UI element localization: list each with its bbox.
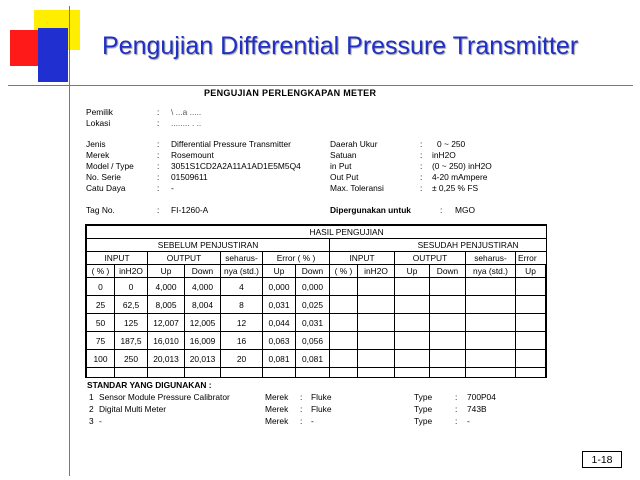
page-number: 1-18 <box>582 451 622 468</box>
cell <box>330 350 358 368</box>
standard-type: - <box>467 416 470 426</box>
decor-vertical-line <box>69 6 70 476</box>
cell: 125 <box>115 314 148 332</box>
cell: 20 <box>221 350 263 368</box>
cell <box>395 314 430 332</box>
decor-square-blue <box>38 28 68 82</box>
lokasi-value: ........ . .. <box>171 118 202 128</box>
document-title: PENGUJIAN PERLENGKAPAN METER <box>204 88 377 98</box>
col-header: inH2O <box>358 265 395 278</box>
cell <box>430 296 466 314</box>
slide-title: Pengujian Differential Pressure Transmitter <box>102 32 579 60</box>
cell <box>330 314 358 332</box>
cell: 100 <box>87 350 115 368</box>
cell: 250 <box>115 350 148 368</box>
field-label-catu-daya: Catu Daya <box>86 183 126 193</box>
table-row <box>87 350 548 368</box>
standard-no: 3 <box>89 416 94 426</box>
cell: 0 <box>87 278 115 296</box>
standard-type: 743B <box>467 404 487 414</box>
table-row <box>87 296 548 314</box>
cell: 4,000 <box>185 278 221 296</box>
col-header: Down <box>296 265 330 278</box>
colon: : <box>455 404 458 414</box>
cell: 187,5 <box>115 332 148 350</box>
cell <box>358 332 395 350</box>
cell: 0,063 <box>263 332 296 350</box>
field-value-daerah-ukur: 0 ~ 250 <box>437 139 466 149</box>
cell <box>546 332 548 350</box>
colon: : <box>300 392 303 402</box>
table-row <box>87 332 548 350</box>
tag-label: Tag No. <box>86 205 115 215</box>
cell: 0,081 <box>296 350 330 368</box>
standard-merek: Fluke <box>311 392 332 402</box>
cell <box>516 332 546 350</box>
field-value-merek: Rosemount <box>171 150 214 160</box>
colon: : <box>157 107 160 117</box>
col-header: Up <box>395 265 430 278</box>
cell <box>546 350 548 368</box>
cell: 0,031 <box>296 314 330 332</box>
field-value-serie: 01509611 <box>171 172 208 182</box>
cell <box>466 314 516 332</box>
input-header: INPUT <box>87 252 148 265</box>
standard-no: 1 <box>89 392 94 402</box>
colon: : <box>300 404 303 414</box>
table-row <box>87 314 548 332</box>
cell <box>358 350 395 368</box>
colon: : <box>157 172 160 182</box>
cell: 8,005 <box>148 296 185 314</box>
colon: : <box>420 161 423 171</box>
cell: 0,000 <box>263 278 296 296</box>
cell <box>358 314 395 332</box>
pemilik-value: \ ...a ..... <box>171 107 202 117</box>
colon: : <box>420 150 423 160</box>
cell: 0,031 <box>263 296 296 314</box>
field-label-serie: No. Serie <box>86 172 121 182</box>
cell: 75 <box>87 332 115 350</box>
seharusnya-header: seharus- <box>221 252 263 265</box>
col-header: Up <box>148 265 185 278</box>
cell: 50 <box>87 314 115 332</box>
standard-merek: - <box>311 416 314 426</box>
lokasi-label: Lokasi <box>86 118 111 128</box>
colon: : <box>157 118 160 128</box>
cell <box>466 350 516 368</box>
field-label-model: Model / Type <box>86 161 134 171</box>
col-header: ( % ) <box>330 265 358 278</box>
decor-horizontal-line <box>8 85 633 86</box>
cell <box>358 296 395 314</box>
field-label-jenis: Jenis <box>86 139 106 149</box>
field-label-merek: Merek <box>86 150 110 160</box>
cell: 12 <box>221 314 263 332</box>
colon: : <box>157 205 160 215</box>
cell: 0,056 <box>296 332 330 350</box>
col-header: inH2O <box>115 265 148 278</box>
colon: : <box>157 139 160 149</box>
cell <box>516 314 546 332</box>
cell: 62,5 <box>115 296 148 314</box>
cell: 0,081 <box>263 350 296 368</box>
cell: 25 <box>87 296 115 314</box>
cell <box>395 278 430 296</box>
field-label-satuan: Satuan <box>330 150 357 160</box>
col-header: Up <box>263 265 296 278</box>
cell <box>430 332 466 350</box>
colon: : <box>420 172 423 182</box>
standards-section <box>85 377 547 431</box>
field-label-output: Out Put <box>330 172 359 182</box>
cell <box>546 296 548 314</box>
standard-type-label: Type <box>414 404 433 414</box>
tag-value: FI-1260-A <box>171 205 209 215</box>
input-header-after: INPUT <box>330 252 395 265</box>
cell <box>546 314 548 332</box>
cell: 8,004 <box>185 296 221 314</box>
standard-name: Digital Multi Meter <box>99 404 167 414</box>
colon: : <box>455 416 458 426</box>
colon: : <box>420 183 423 193</box>
cell: 0,000 <box>296 278 330 296</box>
standard-merek-label: Merek <box>265 392 289 402</box>
cell: 0,044 <box>263 314 296 332</box>
cell <box>395 332 430 350</box>
standard-no: 2 <box>89 404 94 414</box>
cell: 0,025 <box>296 296 330 314</box>
colon: : <box>157 150 160 160</box>
cell: 16 <box>221 332 263 350</box>
cell: 12,007 <box>148 314 185 332</box>
field-value-jenis: Differential Pressure Transmitter <box>171 139 291 149</box>
error-header: Error ( % ) <box>263 252 330 265</box>
cell: 20,013 <box>148 350 185 368</box>
cell <box>546 278 548 296</box>
usage-value: MGO <box>455 205 476 215</box>
col-header <box>546 265 548 278</box>
field-value-input: (0 ~ 250) inH2O <box>432 161 492 171</box>
pemilik-label: Pemilik <box>86 107 113 117</box>
standards-title: STANDAR YANG DIGUNAKAN : <box>87 380 212 390</box>
cell <box>466 278 516 296</box>
field-value-satuan: inH2O <box>432 150 456 160</box>
col-header: Up <box>516 265 546 278</box>
field-value-model: 3051S1CD2A2A11A1AD1E5M5Q4 <box>171 161 301 171</box>
output-header-after: OUTPUT <box>395 252 466 265</box>
after-header: SESUDAH PENJUSTIRAN <box>330 239 548 252</box>
before-header: SEBELUM PENJUSTIRAN <box>87 239 330 252</box>
cell <box>358 278 395 296</box>
cell <box>330 332 358 350</box>
standard-merek-label: Merek <box>265 404 289 414</box>
field-value-catu-daya: - <box>171 183 174 193</box>
cell: 20,013 <box>185 350 221 368</box>
colon: : <box>157 183 160 193</box>
col-header: Down <box>430 265 466 278</box>
col-header: ( % ) <box>87 265 115 278</box>
cell: 16,010 <box>148 332 185 350</box>
output-header: OUTPUT <box>148 252 221 265</box>
usage-label: Dipergunakan untuk <box>330 205 411 215</box>
colon: : <box>157 161 160 171</box>
col-header: nya (std.) <box>466 265 516 278</box>
cell <box>430 350 466 368</box>
field-label-toleransi: Max. Toleransi <box>330 183 384 193</box>
standard-type-label: Type <box>414 416 433 426</box>
cell <box>395 350 430 368</box>
colon: : <box>420 139 423 149</box>
cell: 4,000 <box>148 278 185 296</box>
cell <box>395 296 430 314</box>
field-label-input: in Put <box>330 161 352 171</box>
cell <box>430 314 466 332</box>
colon: : <box>300 416 303 426</box>
cell: 4 <box>221 278 263 296</box>
standard-name: Sensor Module Pressure Calibrator <box>99 392 230 402</box>
colon: : <box>455 392 458 402</box>
standard-merek: Fluke <box>311 404 332 414</box>
standard-type-label: Type <box>414 392 433 402</box>
cell <box>466 332 516 350</box>
standard-merek-label: Merek <box>265 416 289 426</box>
colon: : <box>440 205 443 215</box>
standard-type: 700P04 <box>467 392 496 402</box>
table-title: HASIL PENGUJIAN <box>87 226 548 239</box>
error-header-after: Error <box>516 252 548 265</box>
cell <box>516 296 546 314</box>
cell: 12,005 <box>185 314 221 332</box>
cell <box>516 350 546 368</box>
standard-name: - <box>99 416 102 426</box>
col-header: nya (std.) <box>221 265 263 278</box>
cell <box>430 278 466 296</box>
cell <box>330 296 358 314</box>
cell: 0 <box>115 278 148 296</box>
cell: 8 <box>221 296 263 314</box>
table-row <box>87 278 548 296</box>
field-value-output: 4-20 mAmpere <box>432 172 488 182</box>
field-label-daerah-ukur: Daerah Ukur <box>330 139 378 149</box>
col-header: Down <box>185 265 221 278</box>
cell: 16,009 <box>185 332 221 350</box>
seharusnya-header-after: seharus- <box>466 252 516 265</box>
field-value-toleransi: ± 0,25 % FS <box>432 183 479 193</box>
cell <box>466 296 516 314</box>
cell <box>516 278 546 296</box>
cell <box>330 278 358 296</box>
